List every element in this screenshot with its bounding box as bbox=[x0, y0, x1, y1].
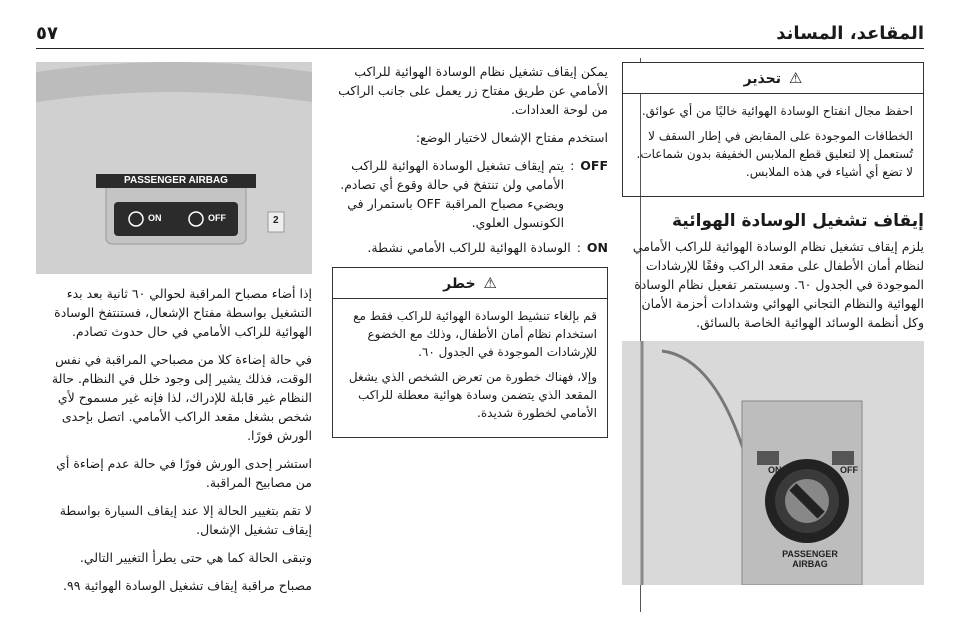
warning-triangle-icon: ⚠ bbox=[788, 69, 803, 87]
option-off-text: يتم إيقاف تشغيل الوسادة الهوائية للراكب الأمامي ولن تنتفخ في حالة وقوع أي تصادم. ويضيء مصباح المراقبة OFF باستمرار في الكونسول العلوي. bbox=[340, 158, 565, 230]
body-text: لا تقم بتغيير الحالة إلا عند إيقاف السيارة بواسطة إيقاف تشغيل الإشعال. bbox=[59, 503, 312, 537]
body-text: إذا أضاء مصباح المراقبة لحوالي ٦٠ ثانية بعد بدء التشغيل بواسطة مفتاح الإشعال، فستنتفخ الوسادة الهوائية للراكب الأمامي في حال حدوث تصادم. bbox=[54, 286, 312, 339]
body-text: يلزم إيقاف تشغيل نظام الوسادة الهوائية للراكب الأمامي لنظام أمان الأطفال على مقعد الراكب وفقًا للإرشادات الموجودة في الجدول ٦٠. وسيستمر تفعيل نظام الوسادة الهوائية والنظام التجاني الهوائي وشدادات أحزمة الأمان وكل أنظمة الوسائد الهوائية الخاصة بالسائق. bbox=[632, 239, 924, 330]
danger-triangle-icon: ⚠ bbox=[483, 274, 497, 292]
page-title: المقاعد، المساند bbox=[776, 22, 924, 44]
body-text: في حالة إضاءة كلا من مصباحي المراقبة في نفس الوقت، فذلك يشير إلى وجود خلل في النظام. حالة النظام غير قابلة للإدراك، لذا فإنه غير مسموح لأي شخص بشغل مقعد الراكب الأمامي. اتصل بإحدى الورش فورًا. bbox=[51, 352, 312, 443]
section-heading: إيقاف تشغيل الوسادة الهوائية bbox=[671, 211, 924, 231]
overhead-console-illustration bbox=[36, 62, 312, 274]
door-switch-figure bbox=[622, 341, 924, 585]
warning-paragraph: الخطافات الموجودة على المقابض في إطار السقف لا تُستعمل إلا لتعليق قطع الملابس الخفيفة بدون شماعات. لا تضع أي أشياء في هذه الملابس. bbox=[636, 129, 913, 179]
figure-number: 2 bbox=[273, 215, 279, 226]
indicator-figure bbox=[36, 62, 312, 274]
option-on: ON : الوسادة الهوائية للراكب الأمامي نشطة. bbox=[332, 238, 608, 257]
plate-label: PASSENGER AIRBAG bbox=[782, 549, 838, 569]
danger-paragraph: قم بإلغاء تنشيط الوسادة الهوائية للراكب فقط مع استخدام نظام أمان الأطفال، وذلك مع الخضوع للإرشادات الموجودة في الجدول ٦٠. bbox=[353, 309, 597, 359]
column-right bbox=[622, 62, 924, 585]
danger-box bbox=[332, 267, 608, 438]
body-text: مصباح مراقبة إيقاف تشغيل الوسادة الهوائية ٩٩. bbox=[63, 578, 312, 593]
option-off: OFF : يتم إيقاف تشغيل الوسادة الهوائية للراكب الأمامي ولن تنتفخ في حالة وقوع أي تصادم. ويضيء مصباح المراقبة OFF باستمرار في الكونسول العلوي. bbox=[332, 156, 608, 232]
warning-box bbox=[622, 62, 924, 197]
off-label: OFF bbox=[208, 213, 226, 223]
option-on-text: الوسادة الهوائية للراكب الأمامي نشطة. bbox=[367, 240, 571, 255]
column-middle bbox=[332, 62, 608, 452]
on-label: ON bbox=[148, 213, 162, 223]
off-label: OFF bbox=[840, 465, 858, 475]
body-text: استشر إحدى الورش فورًا في حالة عدم إضاءة أي من مصابيح المراقبة. bbox=[56, 456, 312, 490]
column-left bbox=[36, 62, 312, 604]
warning-paragraph: احفظ مجال انفتاح الوسادة الهوائية خاليًا من أي عوائق. bbox=[641, 104, 913, 118]
danger-paragraph: وإلا، فهناك خطورة من تعرض الشخص الذي يشغل المقعد الذي يتضمن وسادة هوائية معطلة للراكب الأمامي لخطورة شديدة. bbox=[348, 370, 597, 420]
danger-title: خطر bbox=[443, 276, 476, 292]
page-number: ٥٧ bbox=[36, 22, 58, 44]
on-label: ON bbox=[768, 465, 782, 475]
intro-text: يمكن إيقاف تشغيل نظام الوسادة الهوائية للراكب الأمامي عن طريق مفتاح زر يعمل على جانب الراكب من لوحة العدادات. bbox=[338, 64, 608, 117]
body-text: وتبقى الحالة كما هي حتى يطرأ التغيير التالي. bbox=[79, 550, 312, 565]
plate-label: PASSENGER AIRBAG bbox=[124, 175, 228, 186]
option-on-label: ON bbox=[586, 240, 608, 255]
warning-title: تحذير bbox=[743, 71, 782, 87]
page-header bbox=[36, 18, 924, 49]
option-off-label: OFF bbox=[580, 158, 608, 173]
select-text: استخدم مفتاح الإشعال لاختيار الوضع: bbox=[415, 130, 608, 145]
